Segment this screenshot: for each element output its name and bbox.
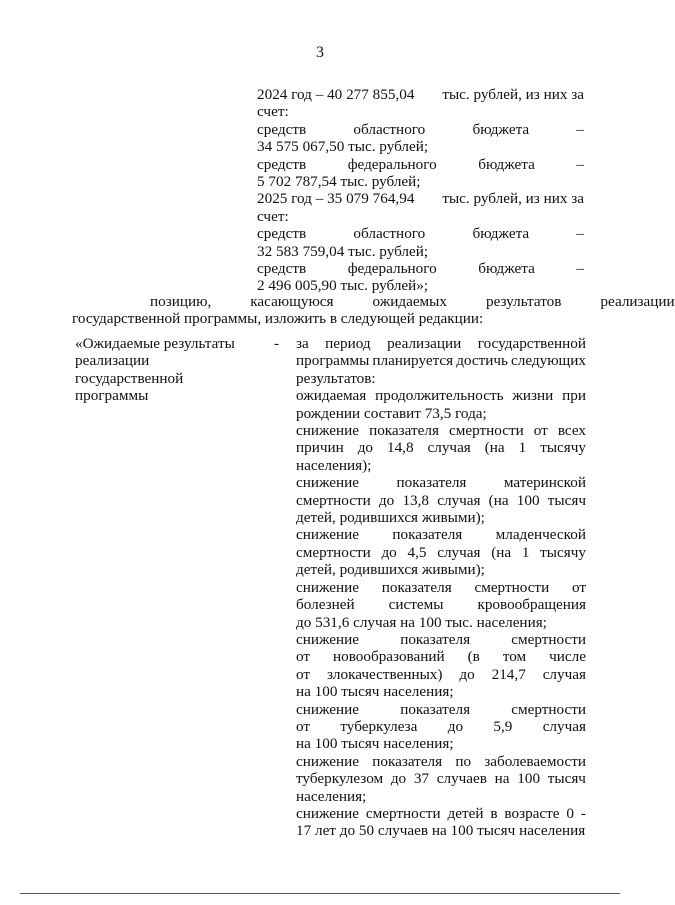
result-word: случая bbox=[542, 717, 586, 735]
intro-paragraph bbox=[72, 293, 675, 328]
result-word: жизни bbox=[512, 387, 554, 405]
result-word: случая bbox=[437, 491, 481, 509]
financing-word: бюджета bbox=[478, 155, 535, 173]
result-word: по bbox=[455, 752, 472, 770]
result-word: туберкулеза bbox=[340, 717, 418, 735]
result-word: случая bbox=[542, 665, 586, 683]
result-word: в bbox=[490, 804, 498, 822]
result-word: (на bbox=[484, 439, 505, 457]
position-label-line: государственной bbox=[75, 369, 184, 387]
result-item bbox=[296, 474, 586, 526]
result-word: - bbox=[580, 804, 586, 822]
position-label-line: «Ожидаемые результаты bbox=[75, 335, 235, 352]
result-line: 17 лет до 50 случаев на 100 тысяч населения bbox=[296, 822, 586, 840]
position-label-line: реализации bbox=[75, 352, 150, 370]
result-word: (на bbox=[491, 543, 512, 561]
result-word: снижение bbox=[296, 630, 360, 648]
result-word: 13,8 bbox=[402, 491, 430, 509]
result-word: (на bbox=[488, 491, 509, 509]
result-word: смертности bbox=[365, 804, 441, 822]
result-word: случаев bbox=[436, 770, 487, 788]
result-word: 100 bbox=[516, 491, 540, 509]
result-word: на bbox=[494, 770, 510, 788]
result-word: показателя bbox=[400, 630, 471, 648]
intro-line: государственной программы, изложить в следующей редакции: bbox=[72, 310, 484, 328]
result-word: до bbox=[381, 543, 397, 561]
result-word: показателя bbox=[381, 578, 452, 596]
result-word: от bbox=[533, 422, 548, 440]
result-item bbox=[296, 422, 586, 474]
result-line bbox=[296, 666, 586, 683]
result-word: туберкулезом bbox=[296, 770, 384, 788]
financing-text: 2024 год – 40 277 855,04 bbox=[257, 86, 415, 103]
result-word: показателя bbox=[369, 422, 439, 440]
result-word: снижение bbox=[296, 422, 360, 440]
result-line: населения; bbox=[296, 787, 367, 805]
result-word: 100 bbox=[517, 770, 541, 788]
intro-word: касающуюся bbox=[250, 293, 334, 310]
financing-dash: – bbox=[576, 225, 584, 243]
result-word: от bbox=[296, 717, 311, 735]
financing-word: федерального bbox=[347, 260, 437, 278]
result-word: системы bbox=[388, 596, 444, 614]
financing-text: счет: bbox=[257, 103, 289, 121]
result-word: злокачественных) bbox=[326, 665, 443, 683]
position-label bbox=[75, 335, 253, 405]
result-word: ожидаемая bbox=[296, 387, 367, 405]
result-item bbox=[296, 387, 586, 422]
result-line: на 100 тысяч населения; bbox=[296, 683, 454, 701]
result-word: тысячу bbox=[540, 439, 586, 457]
result-item bbox=[296, 631, 586, 701]
result-line bbox=[296, 352, 586, 369]
result-word: за bbox=[296, 335, 309, 352]
result-word: показателя bbox=[372, 752, 443, 770]
result-word: при bbox=[562, 387, 586, 405]
result-word: от bbox=[296, 648, 311, 666]
result-word: болезней bbox=[296, 596, 355, 614]
financing-text: счет: bbox=[257, 207, 289, 225]
result-line bbox=[296, 387, 586, 404]
financing-word: бюджета bbox=[472, 120, 530, 138]
result-word: новообразований bbox=[333, 648, 445, 666]
result-line bbox=[296, 439, 586, 456]
result-word: тысячу bbox=[540, 543, 586, 561]
financing-block bbox=[257, 86, 584, 295]
financing-line bbox=[257, 156, 584, 173]
result-word: показателя bbox=[396, 474, 467, 492]
result-word: до bbox=[459, 665, 475, 683]
financing-word: средств bbox=[257, 155, 307, 173]
financing-word: бюджета bbox=[478, 260, 535, 278]
result-word: 37 bbox=[413, 770, 430, 788]
result-word: до bbox=[390, 770, 407, 788]
result-word: 214,7 bbox=[491, 665, 526, 683]
result-word: младенческой bbox=[495, 526, 586, 544]
result-word: смертности bbox=[296, 491, 371, 509]
financing-dash: – bbox=[576, 260, 584, 278]
result-word: от bbox=[296, 665, 311, 683]
financing-word: федерального bbox=[347, 155, 437, 173]
financing-text: 2025 год – 35 079 764,94 bbox=[257, 190, 415, 208]
result-word: следующих bbox=[511, 352, 586, 370]
result-word: случая bbox=[427, 439, 471, 457]
result-word: снижение bbox=[296, 474, 360, 492]
result-word: 1 bbox=[521, 543, 530, 561]
result-line: населения); bbox=[296, 456, 372, 474]
result-word: 5,9 bbox=[493, 717, 513, 735]
financing-line bbox=[257, 86, 584, 103]
result-line bbox=[296, 544, 586, 561]
financing-text: тыс. рублей, из них за bbox=[442, 86, 584, 103]
result-word: 1 bbox=[518, 439, 527, 457]
financing-line bbox=[257, 260, 584, 277]
result-word: 0 bbox=[566, 804, 575, 822]
result-word: (в bbox=[467, 648, 480, 666]
financing-word: областного bbox=[353, 225, 426, 243]
result-word: продолжительность bbox=[375, 387, 504, 405]
result-word: смертности bbox=[449, 422, 524, 440]
result-word: тысяч bbox=[547, 491, 586, 509]
result-word: 14,8 bbox=[386, 439, 414, 457]
result-word: снижение bbox=[296, 752, 360, 770]
result-word: детей bbox=[447, 804, 484, 822]
financing-word: средств bbox=[257, 260, 307, 278]
result-word: до bbox=[357, 439, 374, 457]
result-line: рождении составит 73,5 года; bbox=[296, 404, 487, 422]
result-word: 4,5 bbox=[407, 543, 427, 561]
result-word: до bbox=[447, 717, 464, 735]
result-word: случая bbox=[437, 543, 481, 561]
financing-amount: 32 583 759,04 тыс. рублей; bbox=[257, 242, 429, 260]
result-line bbox=[296, 422, 586, 439]
position-label-line: программы bbox=[75, 387, 149, 405]
result-item bbox=[296, 335, 586, 387]
result-line bbox=[296, 579, 586, 596]
result-word: реализации bbox=[387, 335, 462, 352]
result-word: заболеваемости bbox=[484, 752, 586, 770]
result-word: смертности bbox=[296, 543, 371, 561]
result-item bbox=[296, 701, 586, 753]
result-word: причин bbox=[296, 439, 344, 457]
result-line bbox=[296, 335, 586, 352]
intro-line bbox=[72, 293, 675, 310]
financing-line bbox=[257, 190, 584, 207]
financing-amount: 34 575 067,50 тыс. рублей; bbox=[257, 138, 429, 156]
result-word: кровообращения bbox=[477, 596, 586, 614]
result-line: результатов: bbox=[296, 369, 376, 387]
result-word: числе bbox=[549, 648, 586, 666]
result-word: тысяч bbox=[547, 770, 586, 788]
result-word: материнской bbox=[503, 474, 586, 492]
result-word: показателя bbox=[392, 526, 463, 544]
result-line bbox=[296, 648, 586, 665]
financing-text: тыс. рублей, из них за bbox=[442, 190, 584, 208]
intro-word: ожидаемых bbox=[372, 293, 447, 310]
result-line bbox=[296, 526, 586, 543]
result-line: детей, родившихся живыми); bbox=[296, 561, 485, 579]
result-word: том bbox=[502, 648, 527, 666]
result-line: на 100 тысяч населения; bbox=[296, 735, 454, 753]
result-item bbox=[296, 805, 586, 840]
financing-dash: – bbox=[576, 155, 584, 173]
result-line bbox=[296, 718, 586, 735]
result-line: до 531,6 случая на 100 тыс. населения; bbox=[296, 613, 547, 631]
financing-amount: 2 496 005,90 тыс. рублей»; bbox=[257, 277, 429, 295]
bottom-rule bbox=[20, 893, 620, 894]
financing-word: средств bbox=[257, 225, 307, 243]
result-word: смертности bbox=[511, 630, 586, 648]
result-word: снижение bbox=[296, 578, 360, 596]
result-word: достичь bbox=[456, 352, 508, 370]
result-line bbox=[296, 701, 586, 718]
result-item bbox=[296, 526, 586, 578]
expected-results-list bbox=[296, 335, 586, 840]
result-line bbox=[296, 492, 586, 509]
result-line bbox=[296, 753, 586, 770]
result-word: период bbox=[325, 335, 371, 352]
result-word: снижение bbox=[296, 700, 360, 718]
result-item bbox=[296, 579, 586, 631]
result-line bbox=[296, 770, 586, 787]
result-word: смертности bbox=[511, 700, 586, 718]
financing-word: средств bbox=[257, 120, 307, 138]
financing-amount: 5 702 787,54 тыс. рублей; bbox=[257, 173, 421, 191]
page-number: 3 bbox=[316, 44, 324, 61]
result-line bbox=[296, 805, 586, 822]
financing-dash: – bbox=[576, 120, 584, 138]
financing-line bbox=[257, 121, 584, 138]
result-line bbox=[296, 474, 586, 491]
intro-word: результатов bbox=[485, 293, 562, 310]
result-word: от bbox=[571, 578, 586, 596]
result-word: возрасте bbox=[504, 804, 560, 822]
result-item bbox=[296, 753, 586, 805]
result-word: до bbox=[378, 491, 395, 509]
result-word: всех bbox=[557, 422, 586, 440]
result-word: планируется bbox=[372, 352, 454, 370]
result-line: детей, родившихся живыми); bbox=[296, 509, 485, 527]
financing-word: областного bbox=[353, 120, 426, 138]
result-word: смертности bbox=[474, 578, 550, 596]
result-word: снижение bbox=[296, 804, 360, 822]
separator-dash: - bbox=[274, 335, 280, 352]
result-word: программы bbox=[296, 352, 370, 370]
result-word: государственной bbox=[477, 335, 586, 352]
financing-word: бюджета bbox=[472, 225, 530, 243]
result-line bbox=[296, 631, 586, 648]
financing-line bbox=[257, 225, 584, 242]
intro-word: позицию, bbox=[150, 293, 212, 310]
result-line bbox=[296, 596, 586, 613]
intro-word: реализации bbox=[600, 293, 675, 310]
result-word: показателя bbox=[400, 700, 471, 718]
result-word: снижение bbox=[296, 526, 360, 544]
